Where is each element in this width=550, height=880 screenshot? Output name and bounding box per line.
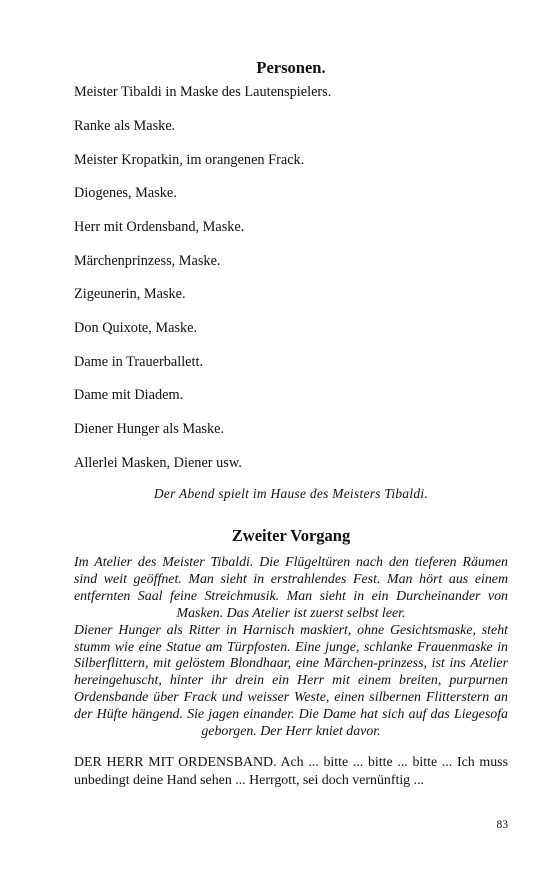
stage-direction-paragraph: Diener Hunger als Ritter in Harnisch maskiert, ohne Gesichtsmaske, steht stumm wie eine Statue am Türpfosten. Eine junge, schlanke Frauenmaske in Silberflittern, mit gelöstem Blondhaar, eine Märchen-prinzess, ist ins Atelier hereingehuscht, hinter ihr drein ein Herr mit einem breiten, purpurnen Ordensbande über Frack und weisser Weste, einen silbernen Flitterstern an der Hüfte hängend. Sie jagen einander. Die Dame hat sich auf das Liegesofa geborgen. Der Herr kniet davor. <box>74 622 508 740</box>
setting-note: Der Abend spielt im Hause des Meisters Tibaldi. <box>153 486 429 501</box>
person-entry: Dame mit Diadem. <box>74 387 184 403</box>
person-entry: Herr mit Ordensband, Maske. <box>74 219 245 235</box>
person-entry: Dame in Trauerballett. <box>74 354 204 370</box>
person-entry: Don Quixote, Maske. <box>74 320 198 336</box>
person-entry: Allerlei Masken, Diener usw. <box>74 455 242 471</box>
dialogue-block <box>74 754 508 790</box>
person-entry: Ranke als Maske. <box>74 118 176 134</box>
stage-direction-paragraph: Im Atelier des Meister Tibaldi. Die Flügeltüren nach den tieferen Räumen sind weit geöffnet. Man sieht in erstrahlendes Fest. Man hört aus einem entfernten Saal feine Streichmusik. Man sieht in ein Durcheinander von Masken. Das Atelier ist zuerst selbst leer. <box>74 555 508 621</box>
person-entry: Diogenes, Maske. <box>74 185 177 201</box>
dialogue-line: DER HERR MIT ORDENSBAND. Ach ... bitte ... bitte ... bitte ... Ich muss unbedingt deine Hand sehen ... Herrgott, sei doch vernünftig ... <box>74 755 508 788</box>
page-number: 83 <box>496 819 508 831</box>
person-entry: Meister Kropatkin, im orangenen Frack. <box>74 152 305 168</box>
person-entry: Meister Tibaldi in Maske des Lautenspielers. <box>74 84 332 100</box>
persons-heading: Personen. <box>256 58 326 77</box>
stage-directions <box>74 555 508 741</box>
person-entry: Märchenprinzess, Maske. <box>74 253 221 269</box>
person-entry: Diener Hunger als Maske. <box>74 421 225 437</box>
section-heading: Zweiter Vorgang <box>231 526 351 545</box>
person-entry: Zigeunerin, Maske. <box>74 286 186 302</box>
